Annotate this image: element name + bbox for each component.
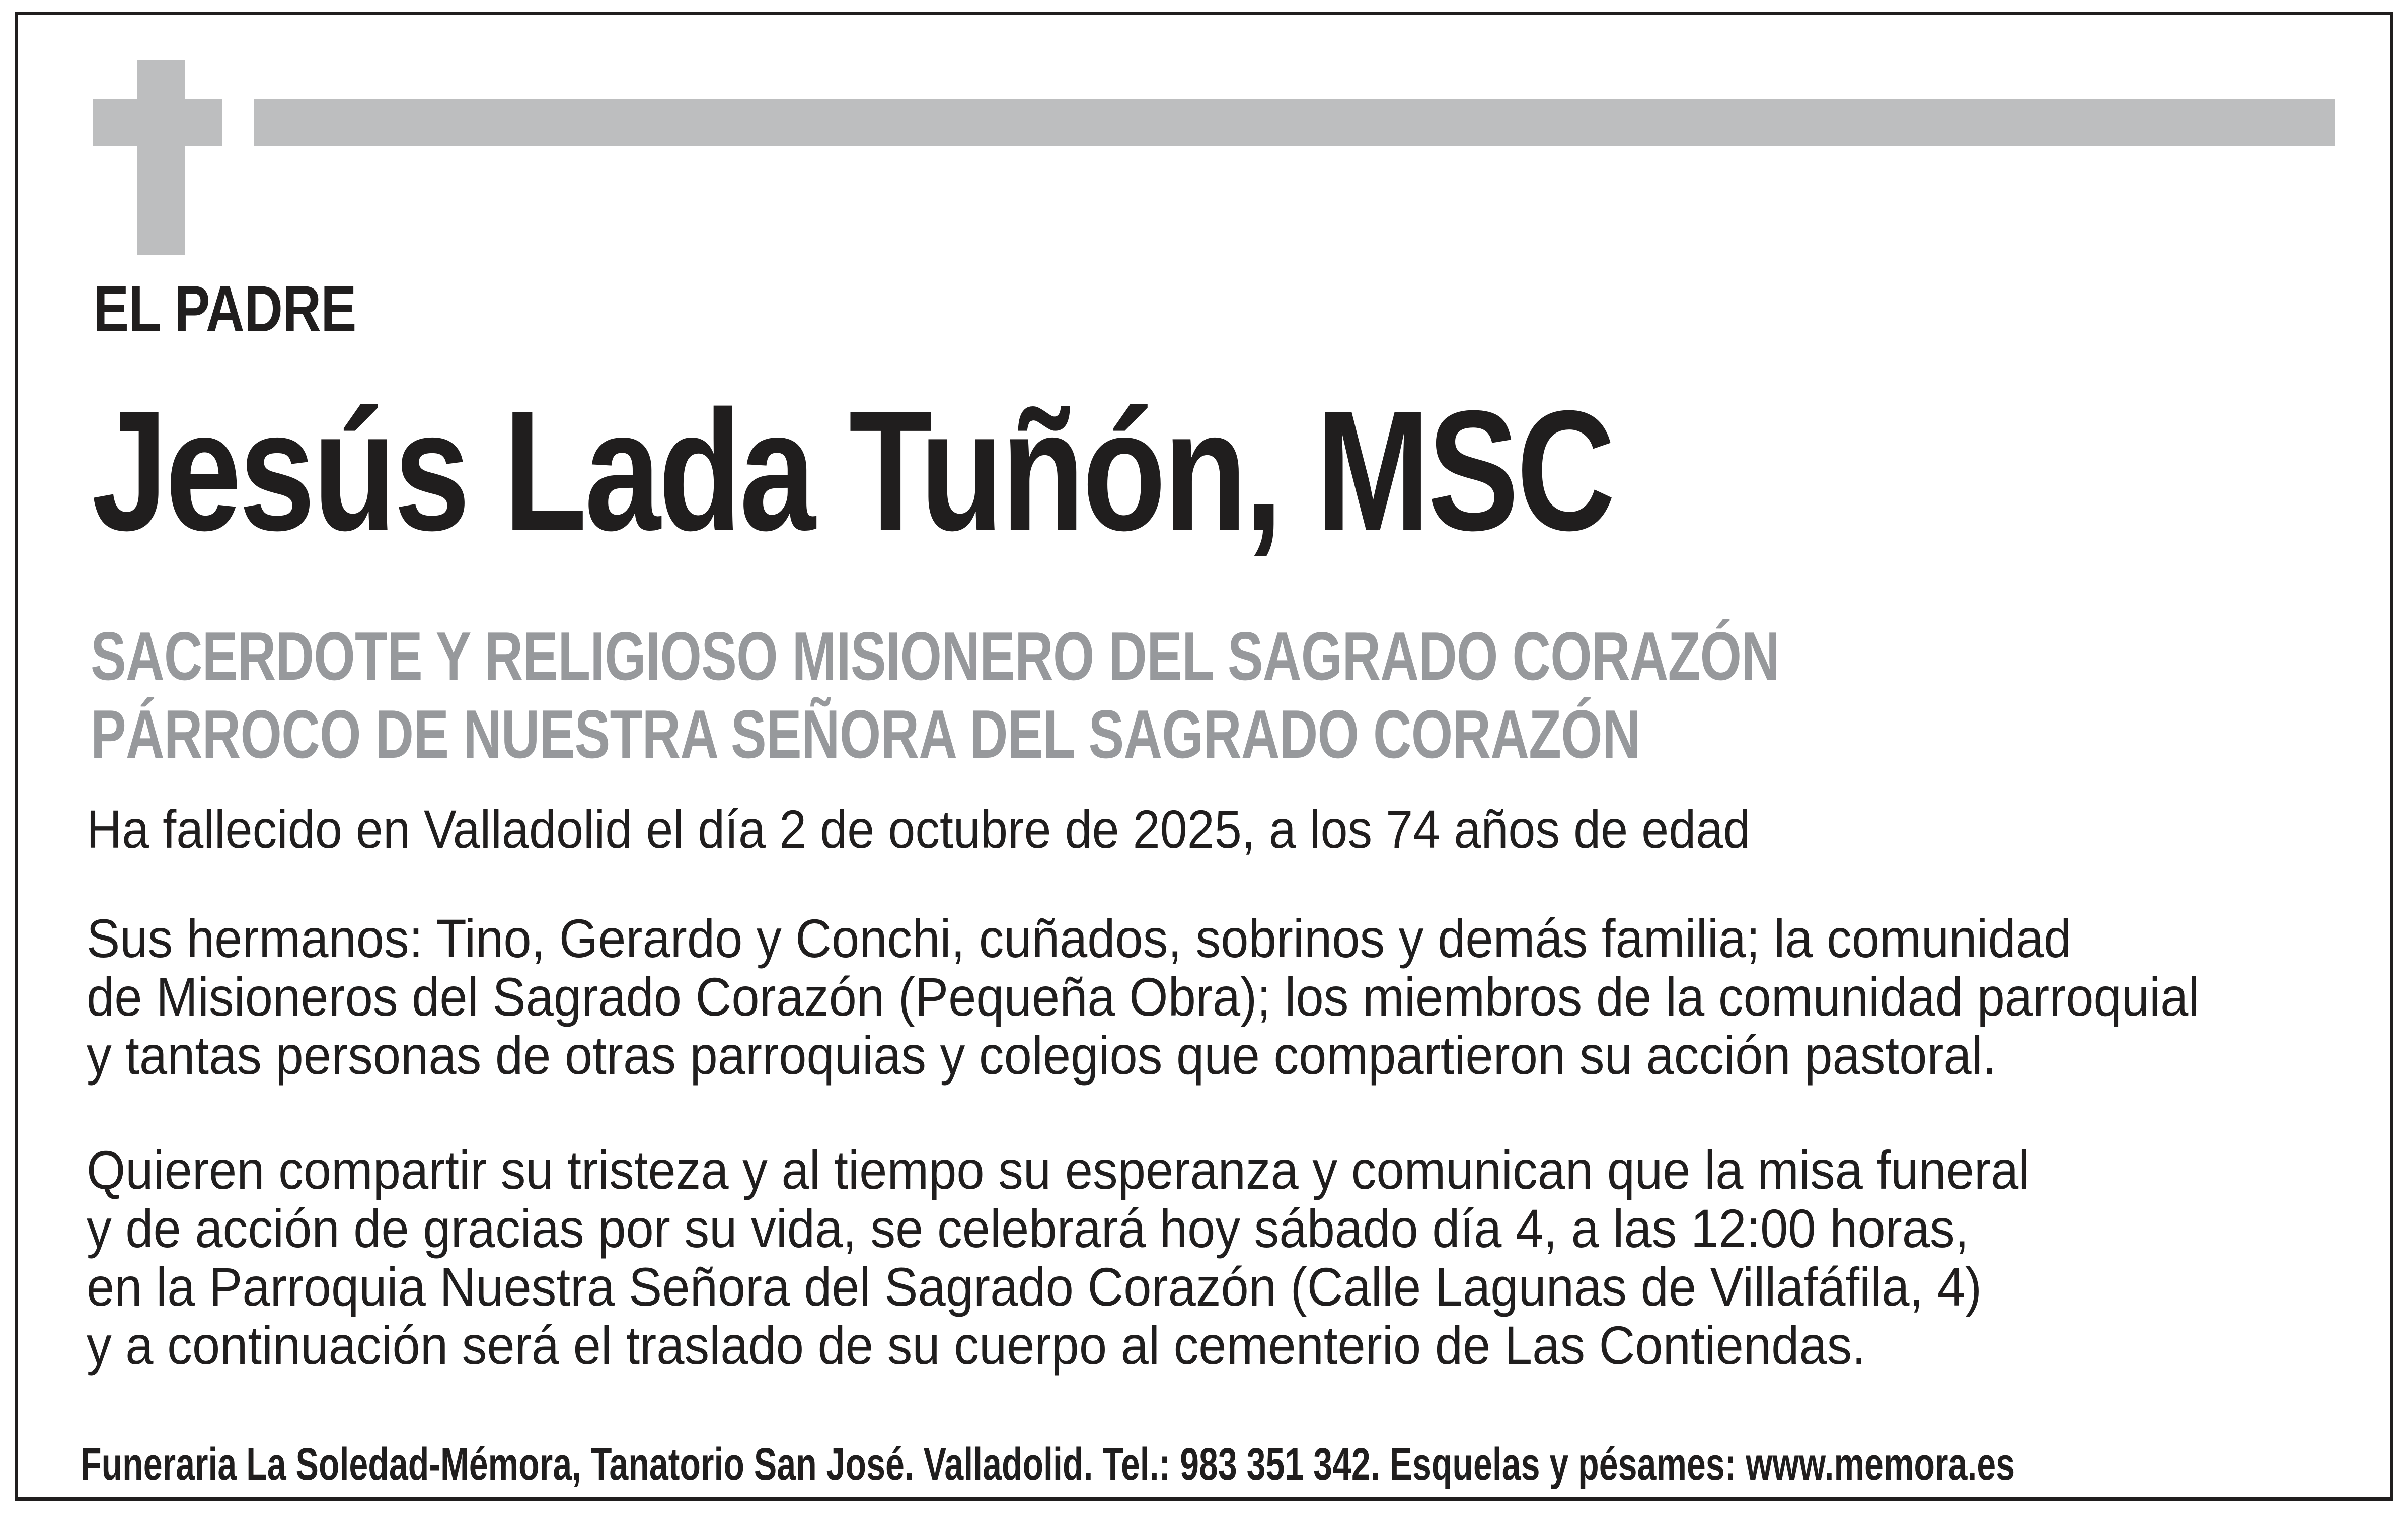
- roles-block: [91, 617, 1779, 773]
- cross-vertical-bar: [137, 60, 185, 255]
- role-line: PÁRROCO DE NUESTRA SEÑORA DEL SAGRADO CORAZÓN: [91, 696, 1640, 772]
- paragraph-line: de Misioneros del Sagrado Corazón (Pequeña Obra); los miembros de la comunidad parroquial: [87, 966, 2200, 1027]
- death-notice: Ha fallecido en Valladolid el día 2 de octubre de 2025, a los 74 años de edad: [87, 799, 1751, 859]
- funeral-home-info: Funeraria La Soledad-Mémora, Tanatorio San José. Valladolid. Tel.: 983 351 342. Esquelas y pésames: www.memora.es: [81, 1438, 2015, 1490]
- paragraph-line: y de acción de gracias por su vida, se celebrará hoy sábado día 4, a las 12:00 horas,: [87, 1198, 1969, 1259]
- role-line: SACERDOTE Y RELIGIOSO MISIONERO DEL SAGRADO CORAZÓN: [91, 618, 1780, 694]
- funeral-paragraph: [87, 1141, 2029, 1375]
- family-paragraph: [87, 909, 2199, 1085]
- paragraph-line: en la Parroquia Nuestra Señora del Sagrado Corazón (Calle Lagunas de Villafáfila, 4): [87, 1256, 1982, 1317]
- header-rule: [254, 99, 2335, 146]
- cross-horizontal-bar: [93, 99, 222, 146]
- paragraph-line: Sus hermanos: Tino, Gerardo y Conchi, cuñados, sobrinos y demás familia; la comunidad: [87, 908, 2072, 969]
- paragraph-line: y a continuación será el traslado de su cuerpo al cementerio de Las Contiendas.: [87, 1315, 1866, 1376]
- paragraph-line: Quieren compartir su tristeza y al tiempo su esperanza y comunican que la misa funeral: [87, 1139, 2030, 1200]
- kicker: EL PADRE: [93, 272, 356, 345]
- deceased-name: Jesús Lada Tuñón, MSC: [92, 375, 1613, 566]
- paragraph-line: y tantas personas de otras parroquias y colegios que compartieron su acción pastoral.: [87, 1025, 1997, 1086]
